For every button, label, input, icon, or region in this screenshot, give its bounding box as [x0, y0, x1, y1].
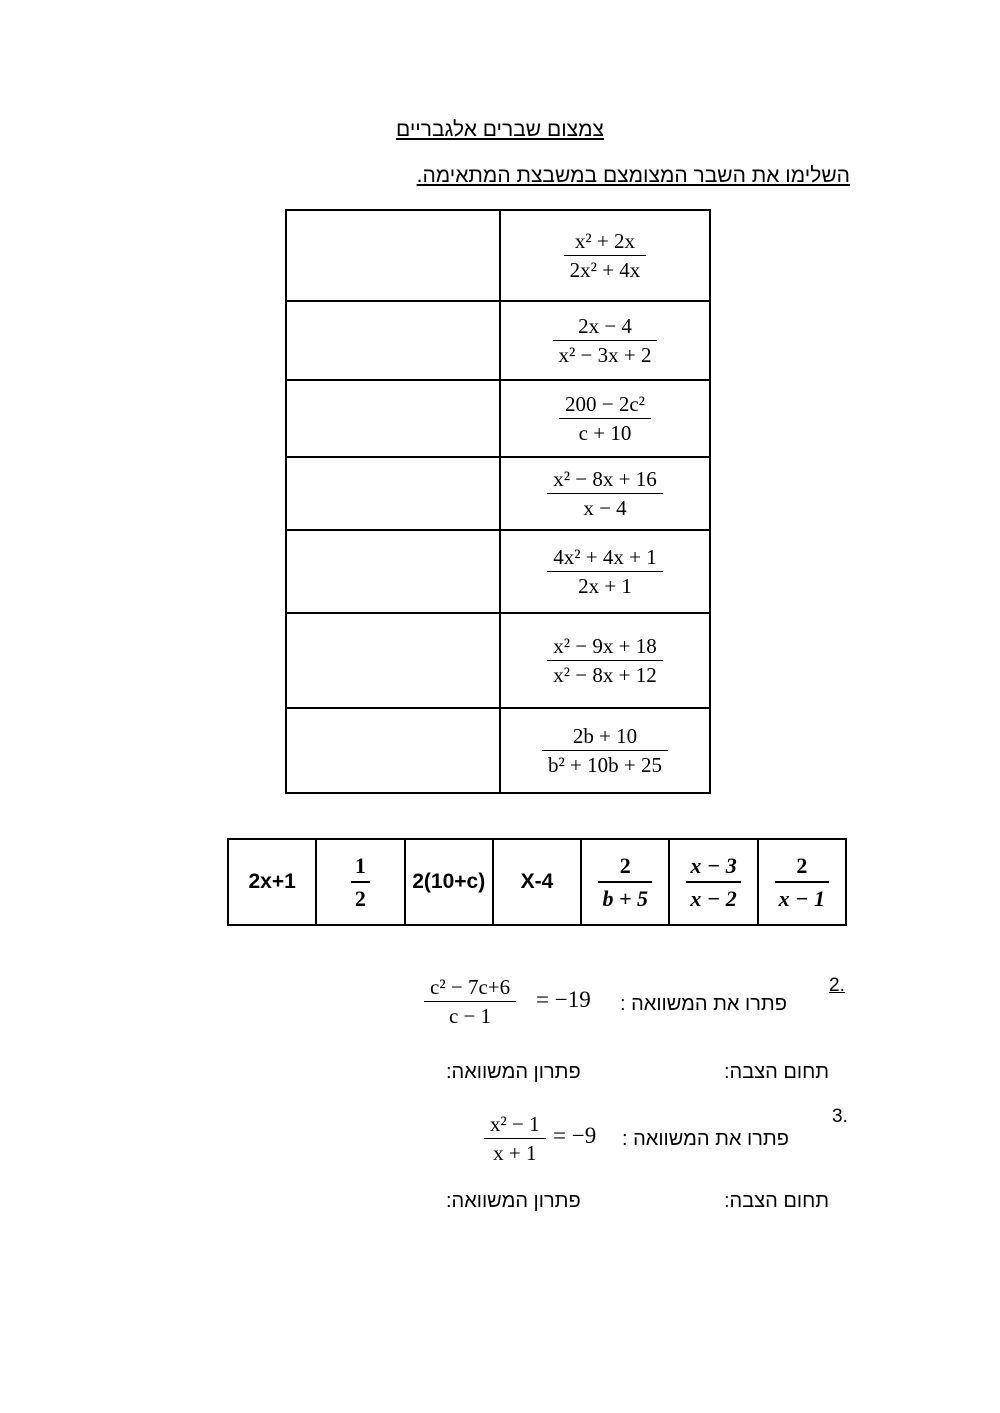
- answer-cell[interactable]: [287, 302, 501, 379]
- fraction: [424, 975, 516, 1028]
- answer-option[interactable]: [670, 840, 758, 924]
- table-row: [287, 531, 709, 614]
- instruction-text: השלימו את השבר המצומצם במשבצת המתאימה.: [416, 164, 850, 187]
- expression-cell: [501, 302, 709, 379]
- expression-cell: [501, 709, 709, 792]
- solution-label: פתרון המשוואה:: [446, 1061, 581, 1083]
- fraction-bar: [598, 881, 652, 883]
- fraction-denominator: x² − 8x + 12: [553, 663, 657, 687]
- fraction-denominator: b² + 10b + 25: [548, 753, 662, 777]
- answer-option[interactable]: [582, 840, 670, 924]
- expression-cell: [501, 614, 709, 707]
- fraction-numerator: c² − 7c+6: [430, 975, 511, 999]
- expression-cell: [501, 381, 709, 456]
- fraction: [542, 724, 668, 777]
- fraction-bar: [686, 881, 740, 883]
- question-prompt: פתרו את המשוואה :: [622, 1128, 789, 1150]
- answer-option[interactable]: [759, 840, 845, 924]
- fraction-denominator: c − 1: [448, 1004, 492, 1029]
- fraction-denominator: b + 5: [602, 886, 649, 911]
- expression-cell: [501, 211, 709, 300]
- question-number: 3.: [832, 1106, 848, 1127]
- fraction-numerator: 2x − 4: [578, 313, 632, 338]
- answer-option[interactable]: [494, 840, 582, 924]
- fraction-denominator: 2x² + 4x: [569, 258, 641, 282]
- fraction: [547, 467, 662, 520]
- fraction-table: [285, 209, 711, 794]
- fraction-denominator: x² − 3x + 2: [558, 343, 652, 367]
- table-row: [287, 381, 709, 458]
- fraction-denominator: x − 4: [583, 496, 627, 520]
- fraction-bar: [351, 881, 370, 883]
- fraction-denominator: x − 1: [778, 886, 825, 911]
- answer-cell[interactable]: [287, 614, 501, 707]
- answer-option-text: 2(10+c): [412, 870, 486, 893]
- answer-bank: [227, 838, 847, 926]
- domain-label: תחום הצבה:: [724, 1061, 830, 1083]
- fraction: [351, 852, 370, 913]
- fraction-numerator: x² − 1: [490, 1112, 540, 1136]
- answer-cell[interactable]: [287, 211, 501, 300]
- question-number: 2.: [829, 975, 845, 996]
- fraction: [564, 229, 647, 282]
- answer-cell[interactable]: [287, 381, 501, 456]
- table-row: [287, 614, 709, 709]
- fraction: [547, 545, 662, 598]
- question-prompt: פתרו את המשוואה :: [620, 993, 787, 1015]
- fraction-numerator: 2: [619, 852, 631, 878]
- fraction: [598, 852, 652, 913]
- fraction: [553, 314, 658, 367]
- fraction-denominator: x + 1: [493, 1141, 537, 1166]
- fraction-bar: [775, 881, 829, 883]
- answer-cell[interactable]: [287, 531, 501, 612]
- answer-option-text: 2x+1: [248, 870, 296, 893]
- fraction-denominator: x − 2: [690, 886, 737, 911]
- fraction-numerator: 200 − 2c²: [565, 391, 645, 416]
- fraction: [775, 852, 829, 913]
- expression-cell: [501, 531, 709, 612]
- fraction-denominator: 2: [354, 886, 366, 911]
- answer-option-text: X-4: [520, 870, 554, 893]
- expression-cell: [501, 458, 709, 529]
- equation-rhs: = −19: [536, 987, 591, 1012]
- fraction-numerator: 2: [796, 852, 808, 878]
- fraction: [484, 1112, 546, 1165]
- fraction: [559, 392, 651, 445]
- equation-fraction: [484, 1112, 546, 1165]
- fraction-numerator: 4x² + 4x + 1: [553, 544, 657, 569]
- table-row: [287, 709, 709, 792]
- fraction: [686, 852, 740, 913]
- fraction-denominator: c + 10: [578, 421, 632, 445]
- fraction-numerator: x² − 8x + 16: [553, 466, 657, 491]
- solution-label: פתרון המשוואה:: [446, 1190, 581, 1212]
- fraction: [547, 634, 662, 687]
- table-row: [287, 302, 709, 381]
- table-row: [287, 211, 709, 302]
- answer-option[interactable]: [317, 840, 405, 924]
- answer-cell[interactable]: [287, 709, 501, 792]
- fraction-numerator: 2b + 10: [572, 723, 638, 748]
- fraction-numerator: x − 3: [690, 852, 737, 878]
- equation-fraction: [424, 975, 516, 1028]
- domain-label: תחום הצבה:: [724, 1190, 830, 1212]
- answer-option[interactable]: [229, 840, 317, 924]
- equation-rhs: = −9: [553, 1123, 597, 1148]
- fraction-denominator: 2x + 1: [578, 574, 632, 598]
- fraction-numerator: x² + 2x: [574, 228, 636, 253]
- fraction-numerator: x² − 9x + 18: [553, 633, 657, 658]
- fraction-numerator: 1: [354, 852, 366, 878]
- answer-option[interactable]: [406, 840, 494, 924]
- answer-cell[interactable]: [287, 458, 501, 529]
- worksheet-title: צמצום שברים אלגבריים: [396, 118, 604, 141]
- table-row: [287, 458, 709, 531]
